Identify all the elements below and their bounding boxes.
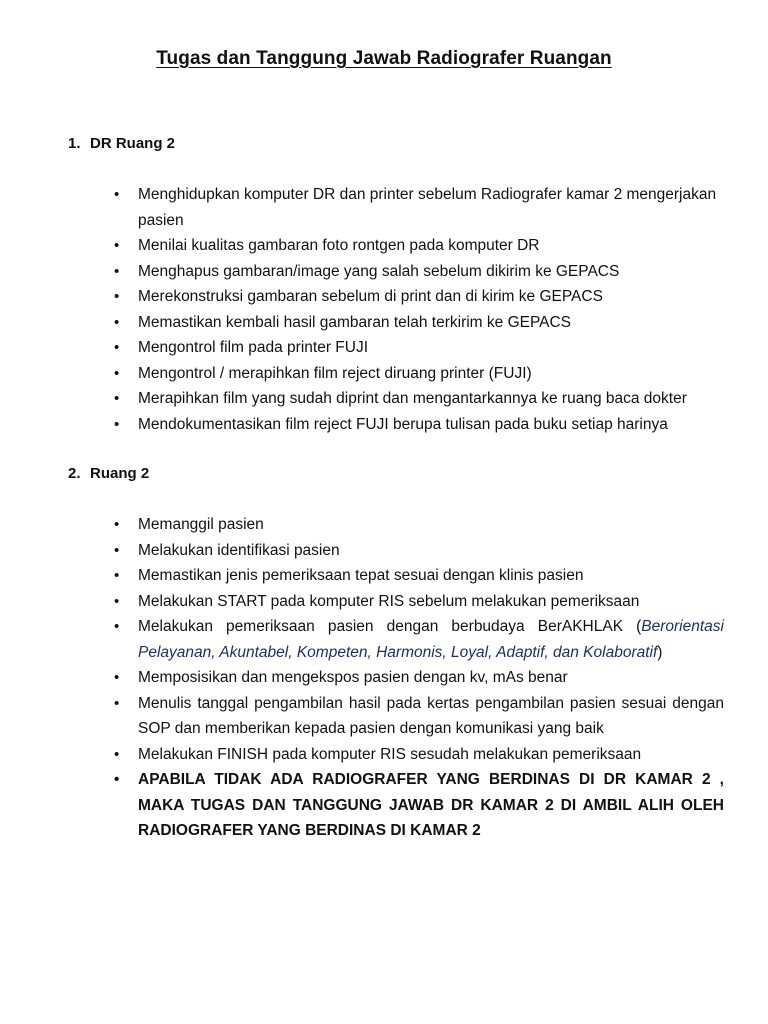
list-item — [114, 335, 724, 361]
list-item-text-suffix: ) — [657, 643, 663, 661]
list-item-text: Merekonstruksi gambaran sebelum di print dan di kirim ke GEPACS — [138, 288, 603, 305]
list-item-text: Melakukan pemeriksaan pasien dengan berbudaya BerAKHLAK ( — [138, 618, 642, 635]
document-title: Tugas dan Tanggung Jawab Radiografer Ruangan — [156, 48, 612, 69]
bullet-icon: • — [114, 390, 120, 407]
list-item-text: Memposisikan dan mengekspos pasien dengan kv, mAs benar — [138, 669, 568, 686]
section-heading-ruang-2 — [68, 465, 149, 482]
bullet-icon: • — [114, 592, 120, 610]
list-item-text: Melakukan START pada komputer RIS sebelum melakukan pemeriksaan — [138, 592, 640, 610]
list-item-text: Menghapus gambaran/image yang salah sebelum dikirim ke GEPACS — [138, 262, 620, 280]
bullet-icon: • — [114, 745, 120, 763]
list-item-text: Melakukan FINISH pada komputer RIS sesudah melakukan pemeriksaan — [138, 745, 642, 763]
list-item — [114, 310, 724, 336]
bullet-icon: • — [114, 364, 120, 382]
bullet-icon: • — [114, 186, 120, 203]
bullet-icon: • — [114, 541, 120, 559]
list-item — [114, 538, 724, 564]
bullet-icon: • — [114, 415, 120, 433]
list-item-text: Memastikan jenis pemeriksaan tepat sesuai dengan klinis pasien — [138, 567, 584, 584]
list-item — [114, 259, 724, 285]
section-heading-label: DR Ruang 2 — [90, 135, 176, 152]
list-item-text: Mendokumentasikan film reject FUJI berupa tulisan pada buku setiap harinya — [138, 415, 668, 433]
list-item — [114, 361, 724, 387]
list-item-text: Menulis tanggal pengambilan hasil pada kertas pengambilan pasien sesuai dengan SOP dan memberikan kepada pasien dengan komunikasi yang baik — [138, 694, 724, 737]
bullet-icon: • — [114, 516, 120, 533]
section-2-list — [114, 512, 724, 844]
bullet-icon: • — [114, 288, 120, 305]
bullet-icon: • — [114, 339, 120, 356]
bullet-icon: • — [114, 237, 120, 254]
list-item-text: Menghidupkan komputer DR dan printer sebelum Radiografer kamar 2 mengerjakan pasien — [138, 186, 717, 229]
bullet-icon: • — [114, 694, 120, 712]
list-item-text: Memastikan kembali hasil gambaran telah terkirim ke GEPACS — [138, 313, 572, 331]
list-item-text: Melakukan identifikasi pasien — [138, 541, 340, 559]
bullet-icon: • — [114, 262, 120, 280]
berakhlak-values-text: Berorientasi Pelayanan, Akuntabel, Kompeten, Harmonis, Loyal, Adaptif, dan Kolaboratif — [138, 618, 724, 661]
section-heading-dr-ruang-2 — [68, 135, 175, 152]
list-item-text: Mengontrol / merapihkan film reject diruang printer (FUJI) — [138, 364, 532, 382]
list-item — [114, 284, 724, 310]
list-item-text: Menilai kualitas gambaran foto rontgen pada komputer DR — [138, 237, 540, 254]
list-item — [114, 589, 724, 615]
list-item — [114, 563, 724, 589]
section-number: 2. — [68, 465, 81, 482]
section-heading-label: Ruang 2 — [90, 465, 150, 482]
list-item — [114, 512, 724, 538]
list-item-text: Merapihkan film yang sudah diprint dan mengantarkannya ke ruang baca dokter — [138, 390, 687, 407]
list-item-text: Memanggil pasien — [138, 516, 264, 533]
list-item — [114, 665, 724, 691]
list-item-text: Mengontrol film pada printer FUJI — [138, 339, 369, 356]
bullet-icon: • — [114, 313, 120, 331]
list-item — [114, 182, 724, 233]
list-item — [114, 614, 724, 665]
notice-text: APABILA TIDAK ADA RADIOGRAFER YANG BERDINAS DI DR KAMAR 2 , MAKA TUGAS DAN TANGGUNG JAWAB DR KAMAR 2 DI AMBIL ALIH OLEH RADIOGRAFER YANG BERDINAS DI KAMAR 2 — [138, 771, 724, 839]
list-item-notice — [114, 767, 724, 844]
section-1-list — [114, 182, 724, 437]
list-item — [114, 742, 724, 768]
list-item — [114, 233, 724, 259]
bullet-icon: • — [114, 669, 120, 686]
section-number: 1. — [68, 135, 81, 152]
list-item — [114, 691, 724, 742]
bullet-icon: • — [114, 771, 120, 788]
bullet-icon: • — [114, 567, 120, 584]
list-item — [114, 386, 724, 412]
bullet-icon: • — [114, 618, 120, 635]
list-item — [114, 412, 724, 438]
